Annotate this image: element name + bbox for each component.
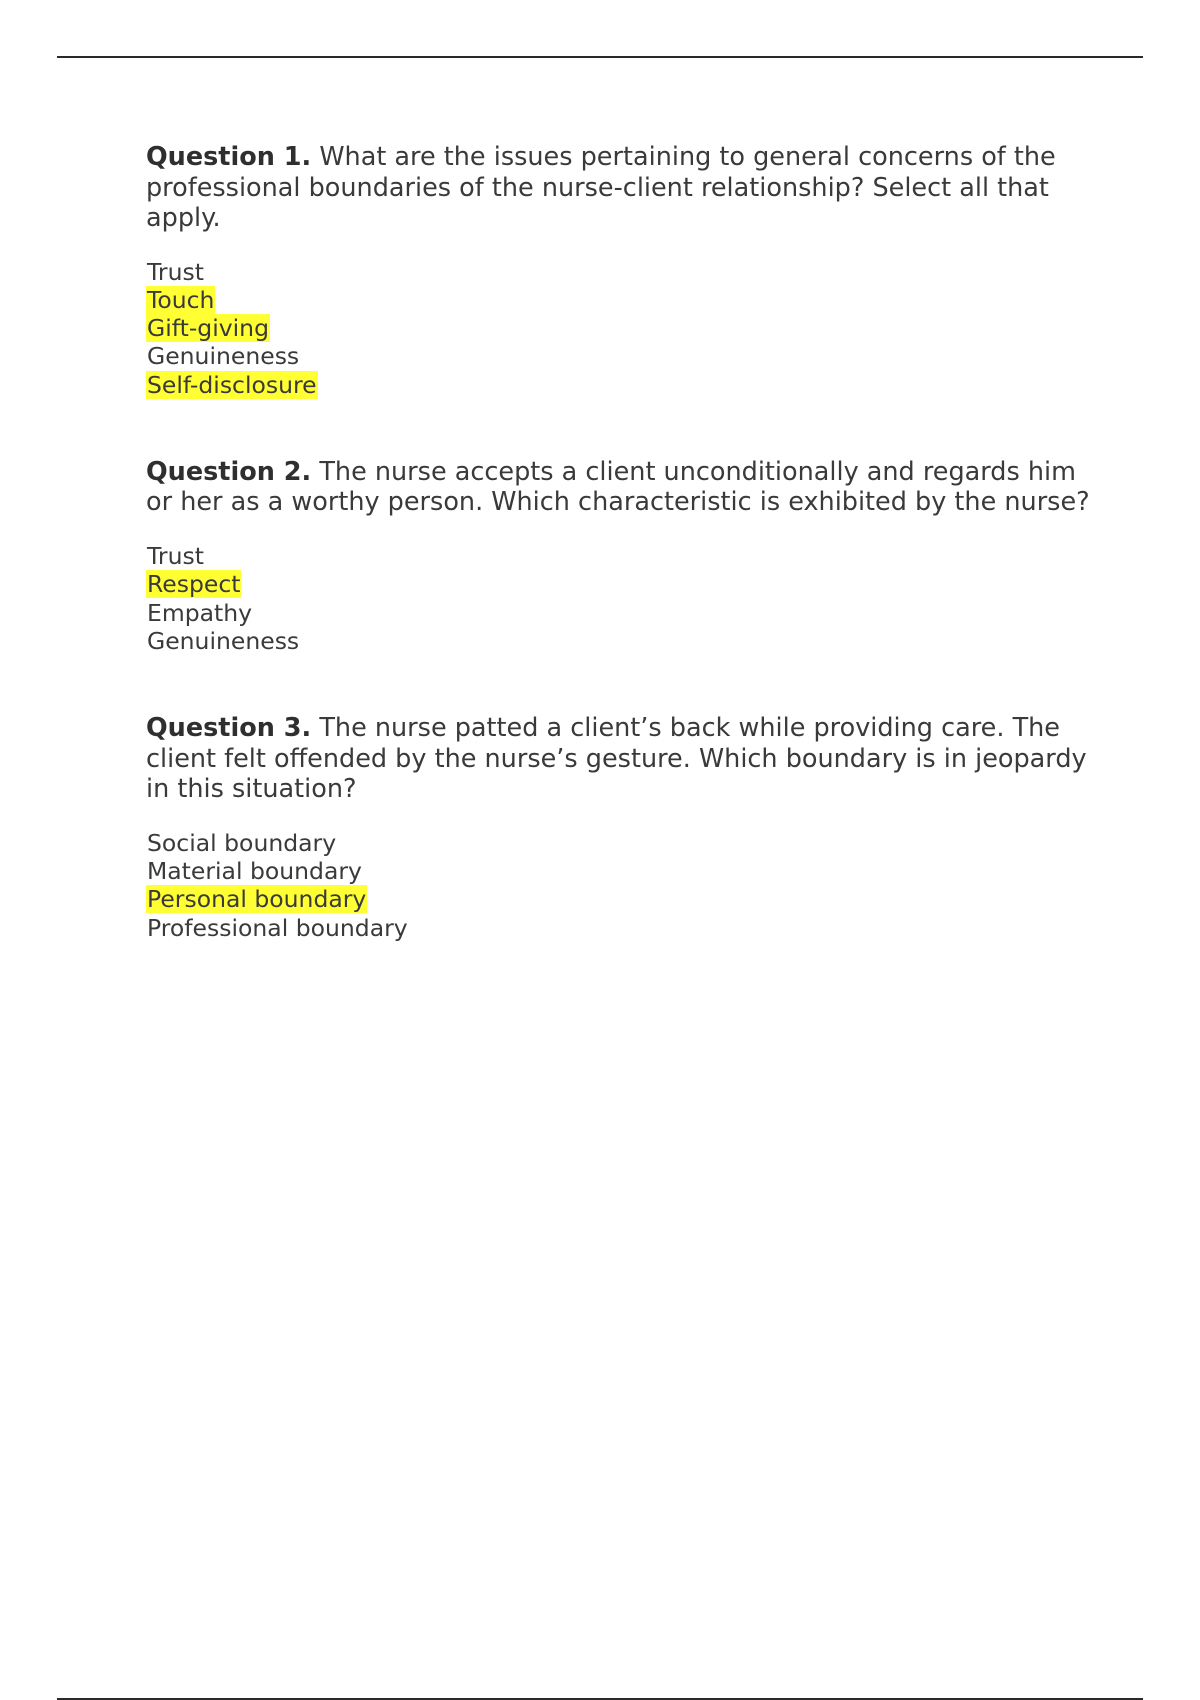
answer-option: Genuineness xyxy=(147,626,300,655)
answer-option: Trust xyxy=(147,257,204,286)
question-2-text xyxy=(146,457,1096,518)
answer-option-highlighted: Respect xyxy=(147,570,241,599)
answer-option: Trust xyxy=(147,541,204,570)
question-3-label: Question 3. xyxy=(146,713,312,744)
question-1 xyxy=(146,142,1096,399)
answer-option-highlighted: Self-disclosure xyxy=(147,370,317,399)
answer-option: Professional boundary xyxy=(147,913,408,942)
question-1-label: Question 1. xyxy=(146,142,312,172)
answer-option: Empathy xyxy=(147,598,253,627)
question-1-prompt: What are the issues pertaining to general concerns of the professional boundaries of the nurse-client relationship? Select all that apply. xyxy=(146,142,1056,233)
question-2-prompt: The nurse accepts a client unconditionally and regards him or her as a worthy person. Which characteristic is exhibited by the nurse? xyxy=(146,456,1090,518)
answer-option-highlighted: Personal boundary xyxy=(147,885,367,914)
question-2 xyxy=(146,457,1096,655)
answer-option-highlighted: Gift-giving xyxy=(147,314,269,343)
question-3-text xyxy=(146,713,1096,805)
document-body xyxy=(146,142,1096,1000)
question-2-label: Question 2. xyxy=(146,456,312,487)
question-3-options xyxy=(146,829,1096,942)
answer-option-highlighted: Touch xyxy=(147,285,215,314)
question-3-prompt: The nurse patted a client’s back while providing care. The client felt offended by the nurse’s gesture. Which boundary is in jeopardy in this situation? xyxy=(146,713,1087,805)
answer-option: Material boundary xyxy=(147,856,362,885)
question-3 xyxy=(146,713,1096,942)
question-1-text xyxy=(146,142,1096,234)
question-1-options xyxy=(146,258,1096,399)
top-rule xyxy=(57,56,1143,58)
answer-option: Social boundary xyxy=(147,828,337,857)
answer-option: Genuineness xyxy=(147,342,300,371)
question-2-options xyxy=(146,542,1096,655)
